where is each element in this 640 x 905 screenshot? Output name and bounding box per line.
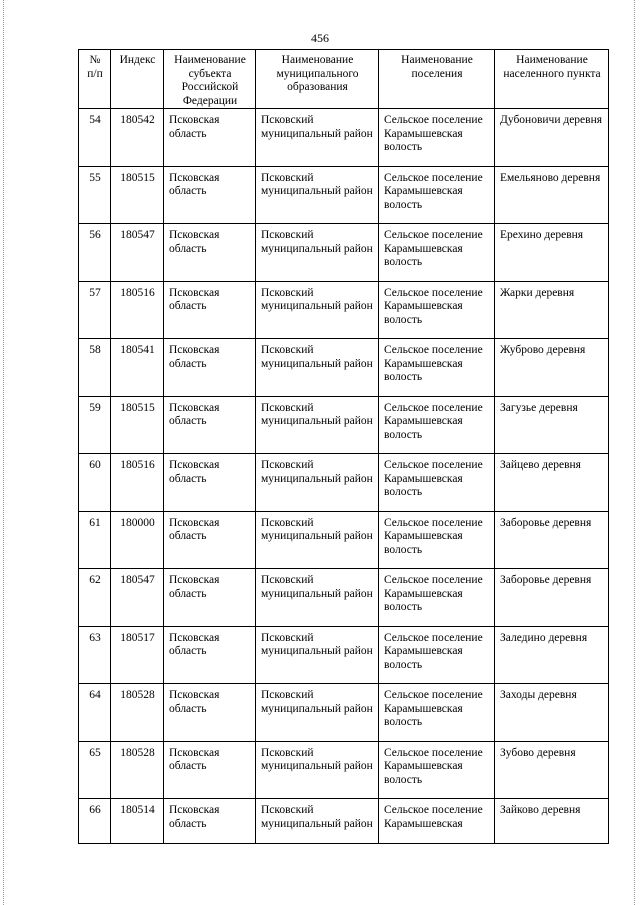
postal-index-cell: 180547 (111, 569, 164, 627)
row-number-cell: 58 (79, 339, 111, 397)
municipality-cell: Псковский муниципальный район (256, 454, 379, 512)
row-number-cell: 54 (79, 109, 111, 167)
locality-cell: Емельяново деревня (495, 166, 609, 224)
settlement-cell: Сельское поселение Карамышевская волость (379, 454, 495, 512)
settlement-cell: Сельское поселение Карамышевская волость (379, 511, 495, 569)
municipality-cell: Псковский муниципальный район (256, 281, 379, 339)
municipality-cell: Псковский муниципальный район (256, 109, 379, 167)
locality-cell: Зайково деревня (495, 799, 609, 844)
table-row (79, 339, 609, 397)
settlement-cell: Сельское поселение Карамышевская волость (379, 109, 495, 167)
row-number-cell: 65 (79, 741, 111, 799)
locality-cell: Зубово деревня (495, 741, 609, 799)
table-row (79, 684, 609, 742)
settlement-cell: Сельское поселение Карамышевская волость (379, 281, 495, 339)
postal-index-cell: 180515 (111, 166, 164, 224)
region-cell: Псковская область (164, 569, 256, 627)
municipality-cell: Псковский муниципальный район (256, 224, 379, 282)
region-cell: Псковская область (164, 109, 256, 167)
municipality-cell: Псковский муниципальный район (256, 569, 379, 627)
region-cell: Псковская область (164, 224, 256, 282)
region-cell: Псковская область (164, 741, 256, 799)
table-header-row (79, 50, 609, 109)
postal-index-cell: 180000 (111, 511, 164, 569)
locality-cell: Ерехино деревня (495, 224, 609, 282)
municipality-cell: Псковский муниципальный район (256, 684, 379, 742)
region-cell: Псковская область (164, 511, 256, 569)
row-number-cell: 55 (79, 166, 111, 224)
region-cell: Псковская область (164, 281, 256, 339)
municipality-cell: Псковский муниципальный район (256, 396, 379, 454)
row-number-cell: 64 (79, 684, 111, 742)
settlement-cell: Сельское поселение Карамышевская (379, 799, 495, 844)
table-row (79, 511, 609, 569)
region-cell: Псковская область (164, 799, 256, 844)
locality-cell: Заледино деревня (495, 626, 609, 684)
postal-index-cell: 180515 (111, 396, 164, 454)
postal-index-cell: 180516 (111, 454, 164, 512)
municipality-cell: Псковский муниципальный район (256, 626, 379, 684)
municipality-cell: Псковский муниципальный район (256, 741, 379, 799)
table-row (79, 799, 609, 844)
table-row (79, 741, 609, 799)
region-cell: Псковская область (164, 454, 256, 512)
table-row (79, 224, 609, 282)
postal-index-cell: 180528 (111, 684, 164, 742)
page-number: 456 (311, 31, 329, 45)
table-row (79, 109, 609, 167)
locality-cell: Заборовье деревня (495, 569, 609, 627)
municipality-cell: Псковский муниципальный район (256, 166, 379, 224)
settlement-cell: Сельское поселение Карамышевская волость (379, 741, 495, 799)
region-cell: Псковская область (164, 626, 256, 684)
row-number-cell: 57 (79, 281, 111, 339)
postal-index-cell: 180517 (111, 626, 164, 684)
settlement-cell: Сельское поселение Карамышевская волость (379, 569, 495, 627)
row-number-cell: 60 (79, 454, 111, 512)
row-number-cell: 61 (79, 511, 111, 569)
table-row (79, 281, 609, 339)
locality-cell: Жарки деревня (495, 281, 609, 339)
municipality-cell: Псковский муниципальный район (256, 799, 379, 844)
settlement-cell: Сельское поселение Карамышевская волость (379, 684, 495, 742)
scan-edge-right (634, 0, 635, 905)
row-number-cell: 56 (79, 224, 111, 282)
postal-index-cell: 180547 (111, 224, 164, 282)
header-region: Наименование субъекта Российской Федерации (164, 50, 256, 109)
locality-cell: Дубоновичи деревня (495, 109, 609, 167)
locality-cell: Зайцево деревня (495, 454, 609, 512)
municipality-cell: Псковский муниципальный район (256, 511, 379, 569)
locality-cell: Заходы деревня (495, 684, 609, 742)
locality-cell: Загузье деревня (495, 396, 609, 454)
header-settlement: Наименование поселения (379, 50, 495, 109)
municipality-cell: Псковский муниципальный район (256, 339, 379, 397)
table-row (79, 166, 609, 224)
region-cell: Псковская область (164, 396, 256, 454)
region-cell: Псковская область (164, 339, 256, 397)
row-number-cell: 66 (79, 799, 111, 844)
region-cell: Псковская область (164, 166, 256, 224)
table-row (79, 454, 609, 512)
postal-index-cell: 180514 (111, 799, 164, 844)
locality-cell: Жуброво деревня (495, 339, 609, 397)
row-number-cell: 59 (79, 396, 111, 454)
settlement-cell: Сельское поселение Карамышевская волость (379, 396, 495, 454)
localities-table (78, 49, 609, 844)
row-number-cell: 62 (79, 569, 111, 627)
header-row-number: № п/п (79, 50, 111, 109)
region-cell: Псковская область (164, 684, 256, 742)
table-row (79, 396, 609, 454)
header-index: Индекс (111, 50, 164, 109)
row-number-cell: 63 (79, 626, 111, 684)
postal-index-cell: 180528 (111, 741, 164, 799)
settlement-cell: Сельское поселение Карамышевская волость (379, 626, 495, 684)
scan-edge-left (3, 0, 4, 905)
postal-index-cell: 180542 (111, 109, 164, 167)
settlement-cell: Сельское поселение Карамышевская волость (379, 224, 495, 282)
locality-cell: Заборовье деревня (495, 511, 609, 569)
postal-index-cell: 180516 (111, 281, 164, 339)
header-locality: Наименование населенного пункта (495, 50, 609, 109)
settlement-cell: Сельское поселение Карамышевская волость (379, 339, 495, 397)
table-row (79, 626, 609, 684)
settlement-cell: Сельское поселение Карамышевская волость (379, 166, 495, 224)
header-municipality: Наименование муниципального образования (256, 50, 379, 109)
postal-index-cell: 180541 (111, 339, 164, 397)
table-row (79, 569, 609, 627)
